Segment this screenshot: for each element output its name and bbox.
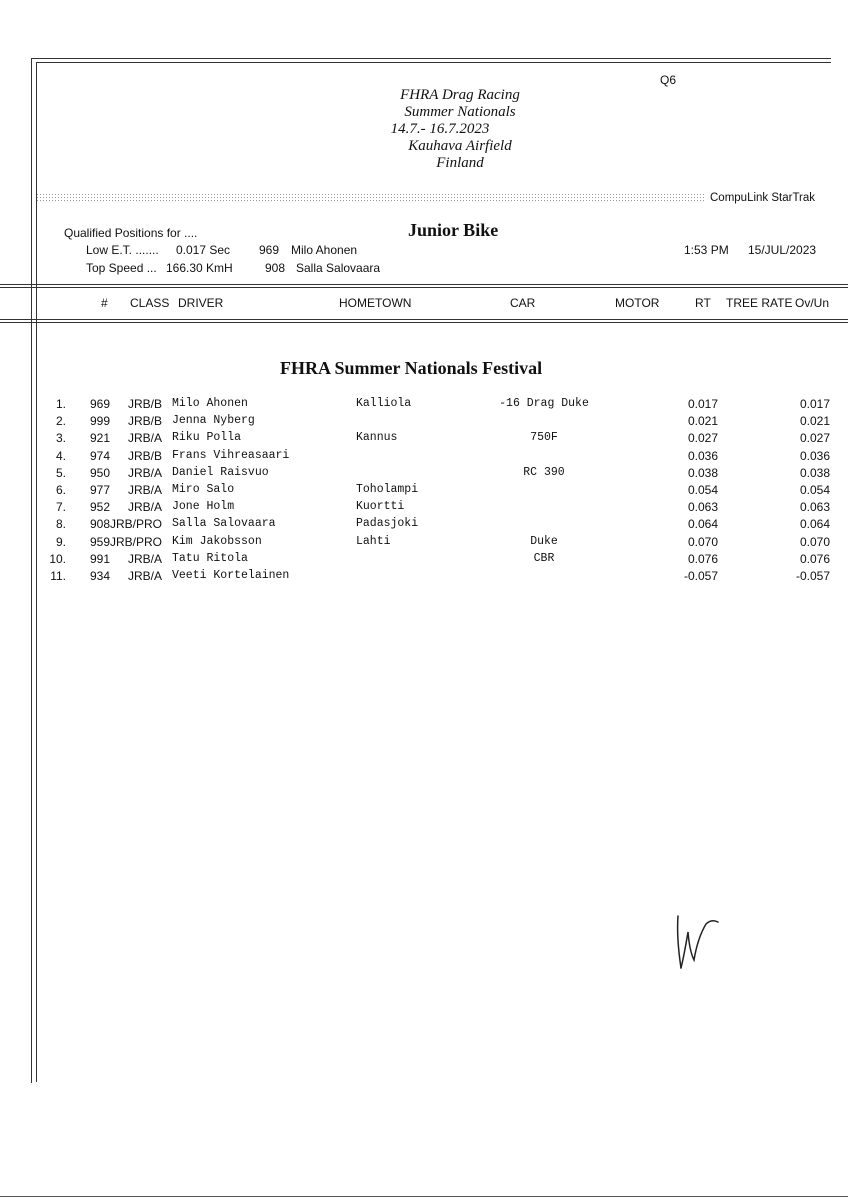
- car-cell: 750F: [530, 431, 558, 445]
- driver-cell: Miro Salo: [172, 483, 235, 496]
- table-row: [0, 466, 848, 483]
- class-cell: JRB/A: [127, 465, 162, 480]
- ovun-cell: 0.064: [799, 517, 830, 532]
- rt-cell: 0.063: [687, 500, 718, 515]
- position-cell: 6.: [55, 483, 66, 497]
- table-row: [0, 552, 848, 569]
- column-header-ovun: Ov/Un: [795, 296, 830, 310]
- table-row: [0, 535, 848, 552]
- ovun-cell: 0.063: [799, 500, 830, 515]
- column-header-driver: DRIVER: [178, 296, 224, 310]
- event-line-2: Summer Nationals: [404, 104, 516, 120]
- rt-cell: 0.070: [687, 534, 718, 549]
- results-table: [0, 397, 848, 597]
- column-header-class: CLASS: [130, 296, 170, 310]
- header-top-line: [0, 284, 848, 285]
- header-bottom-line-2: [0, 322, 848, 323]
- event-line-1: FHRA Drag Racing: [400, 87, 520, 103]
- rt-cell: 0.064: [687, 517, 718, 532]
- ovun-cell: 0.017: [799, 397, 830, 411]
- class-cell: JRB/A: [127, 500, 162, 515]
- qualified-label: Qualified Positions for ....: [64, 226, 198, 240]
- ovun-cell: 0.021: [799, 414, 830, 429]
- number-cell: 921: [89, 431, 110, 446]
- driver-cell: Salla Salovaara: [172, 517, 276, 531]
- number-cell: 908: [89, 517, 110, 532]
- low-et-value: 0.017 Sec: [176, 243, 231, 257]
- top-speed-label: Top Speed ...: [86, 261, 157, 275]
- ovun-cell: -0.057: [795, 569, 830, 583]
- class-cell: JRB/A: [127, 569, 162, 583]
- hometown-cell: Kannus: [356, 431, 398, 445]
- hometown-cell: Padasjoki: [356, 517, 419, 531]
- low-et-number: 969: [259, 243, 280, 257]
- handwritten-signature: [672, 910, 724, 972]
- software-name: CompuLink StarTrak: [710, 192, 816, 204]
- class-cell: JRB/PRO: [110, 534, 163, 549]
- number-cell: 934: [89, 569, 110, 583]
- table-row: [0, 517, 848, 534]
- table-row: [0, 569, 848, 586]
- position-cell: 2.: [55, 414, 66, 429]
- number-cell: 959: [89, 534, 110, 549]
- driver-cell: Jone Holm: [172, 500, 235, 514]
- driver-cell: Frans Vihreasaari: [172, 448, 290, 462]
- festival-title: FHRA Summer Nationals Festival: [280, 358, 543, 378]
- driver-cell: Tatu Ritola: [172, 551, 248, 565]
- ovun-cell: 0.076: [799, 551, 830, 566]
- ovun-cell: 0.027: [799, 431, 830, 446]
- top-speed-value: 166.30 KmH: [166, 261, 233, 275]
- event-line-3: 14.7.- 16.7.2023: [390, 121, 490, 137]
- position-cell: 10.: [49, 551, 66, 566]
- column-header-motor: MOTOR: [615, 296, 660, 310]
- car-cell: -16 Drag Duke: [499, 397, 589, 410]
- column-header-tree-rate: TREE RATE: [726, 296, 793, 310]
- class-cell: JRB/PRO: [110, 517, 163, 532]
- header-bottom-line: [0, 319, 848, 320]
- hometown-cell: Kuortti: [356, 500, 405, 514]
- position-cell: 3.: [55, 431, 66, 446]
- header-top-line-2: [0, 287, 848, 288]
- position-cell: 8.: [55, 517, 66, 532]
- dotted-separator: [36, 193, 704, 203]
- class-cell: JRB/A: [127, 431, 162, 446]
- ovun-cell: 0.036: [799, 448, 830, 463]
- column-header-car: CAR: [510, 296, 536, 310]
- rt-cell: 0.038: [687, 465, 718, 480]
- number-cell: 977: [89, 483, 110, 497]
- event-line-4: Kauhava Airfield: [408, 138, 512, 154]
- position-cell: 11.: [50, 569, 66, 583]
- bottom-page-line: [0, 1196, 848, 1197]
- number-cell: 969: [89, 397, 110, 411]
- column-header-rt: RT: [695, 296, 711, 310]
- ovun-cell: 0.038: [799, 465, 830, 480]
- position-cell: 4.: [55, 448, 66, 463]
- driver-cell: Daniel Raisvuo: [172, 465, 269, 479]
- rt-cell: 0.017: [687, 397, 718, 411]
- table-row: [0, 500, 848, 517]
- hometown-cell: Kalliola: [356, 397, 412, 410]
- rt-cell: 0.036: [687, 448, 718, 463]
- table-row: [0, 431, 848, 448]
- class-cell: JRB/A: [127, 483, 162, 497]
- number-cell: 952: [89, 500, 110, 515]
- table-row: [0, 483, 848, 500]
- top-speed-number: 908: [265, 261, 286, 275]
- hometown-cell: Toholampi: [356, 483, 419, 496]
- table-row: [0, 397, 848, 414]
- position-cell: 9.: [55, 534, 66, 549]
- class-cell: JRB/B: [127, 397, 162, 411]
- number-cell: 974: [89, 448, 110, 463]
- low-et-driver: Milo Ahonen: [291, 243, 358, 257]
- driver-cell: Kim Jakobsson: [172, 534, 262, 548]
- hometown-cell: Lahti: [356, 534, 391, 548]
- rt-cell: 0.054: [687, 483, 718, 497]
- frame-top-line-inner: [36, 62, 831, 63]
- column-header-num: #: [101, 296, 108, 310]
- ovun-cell: 0.054: [799, 483, 830, 497]
- driver-cell: Milo Ahonen: [172, 397, 248, 410]
- top-speed-driver: Salla Salovaara: [296, 261, 381, 275]
- event-line-5: Finland: [436, 155, 484, 171]
- class-cell: JRB/B: [127, 414, 162, 429]
- category-title: Junior Bike: [408, 220, 499, 240]
- event-title-block: [330, 87, 590, 172]
- report-date: 15/JUL/2023: [748, 243, 817, 257]
- driver-cell: Veeti Kortelainen: [172, 569, 290, 582]
- session-code: Q6: [660, 73, 677, 87]
- driver-cell: Jenna Nyberg: [172, 414, 255, 428]
- driver-cell: Riku Polla: [172, 431, 242, 445]
- position-cell: 1.: [55, 397, 66, 411]
- car-cell: CBR: [533, 551, 555, 565]
- car-cell: Duke: [530, 534, 558, 548]
- ovun-cell: 0.070: [799, 534, 830, 549]
- number-cell: 999: [89, 414, 110, 429]
- position-cell: 7.: [55, 500, 66, 515]
- table-row: [0, 449, 848, 466]
- rt-cell: -0.057: [683, 569, 718, 583]
- class-cell: JRB/B: [127, 448, 162, 463]
- position-cell: 5.: [55, 465, 66, 480]
- number-cell: 950: [89, 465, 110, 480]
- column-header-hometown: HOMETOWN: [339, 296, 412, 310]
- table-row: [0, 414, 848, 431]
- frame-top-line: [31, 58, 831, 59]
- class-cell: JRB/A: [127, 551, 162, 566]
- low-et-label: Low E.T. .......: [86, 243, 159, 257]
- report-time: 1:53 PM: [684, 243, 729, 257]
- rt-cell: 0.027: [687, 431, 718, 446]
- car-cell: RC 390: [523, 465, 565, 479]
- number-cell: 991: [89, 551, 110, 566]
- rt-cell: 0.076: [687, 551, 718, 566]
- rt-cell: 0.021: [687, 414, 718, 429]
